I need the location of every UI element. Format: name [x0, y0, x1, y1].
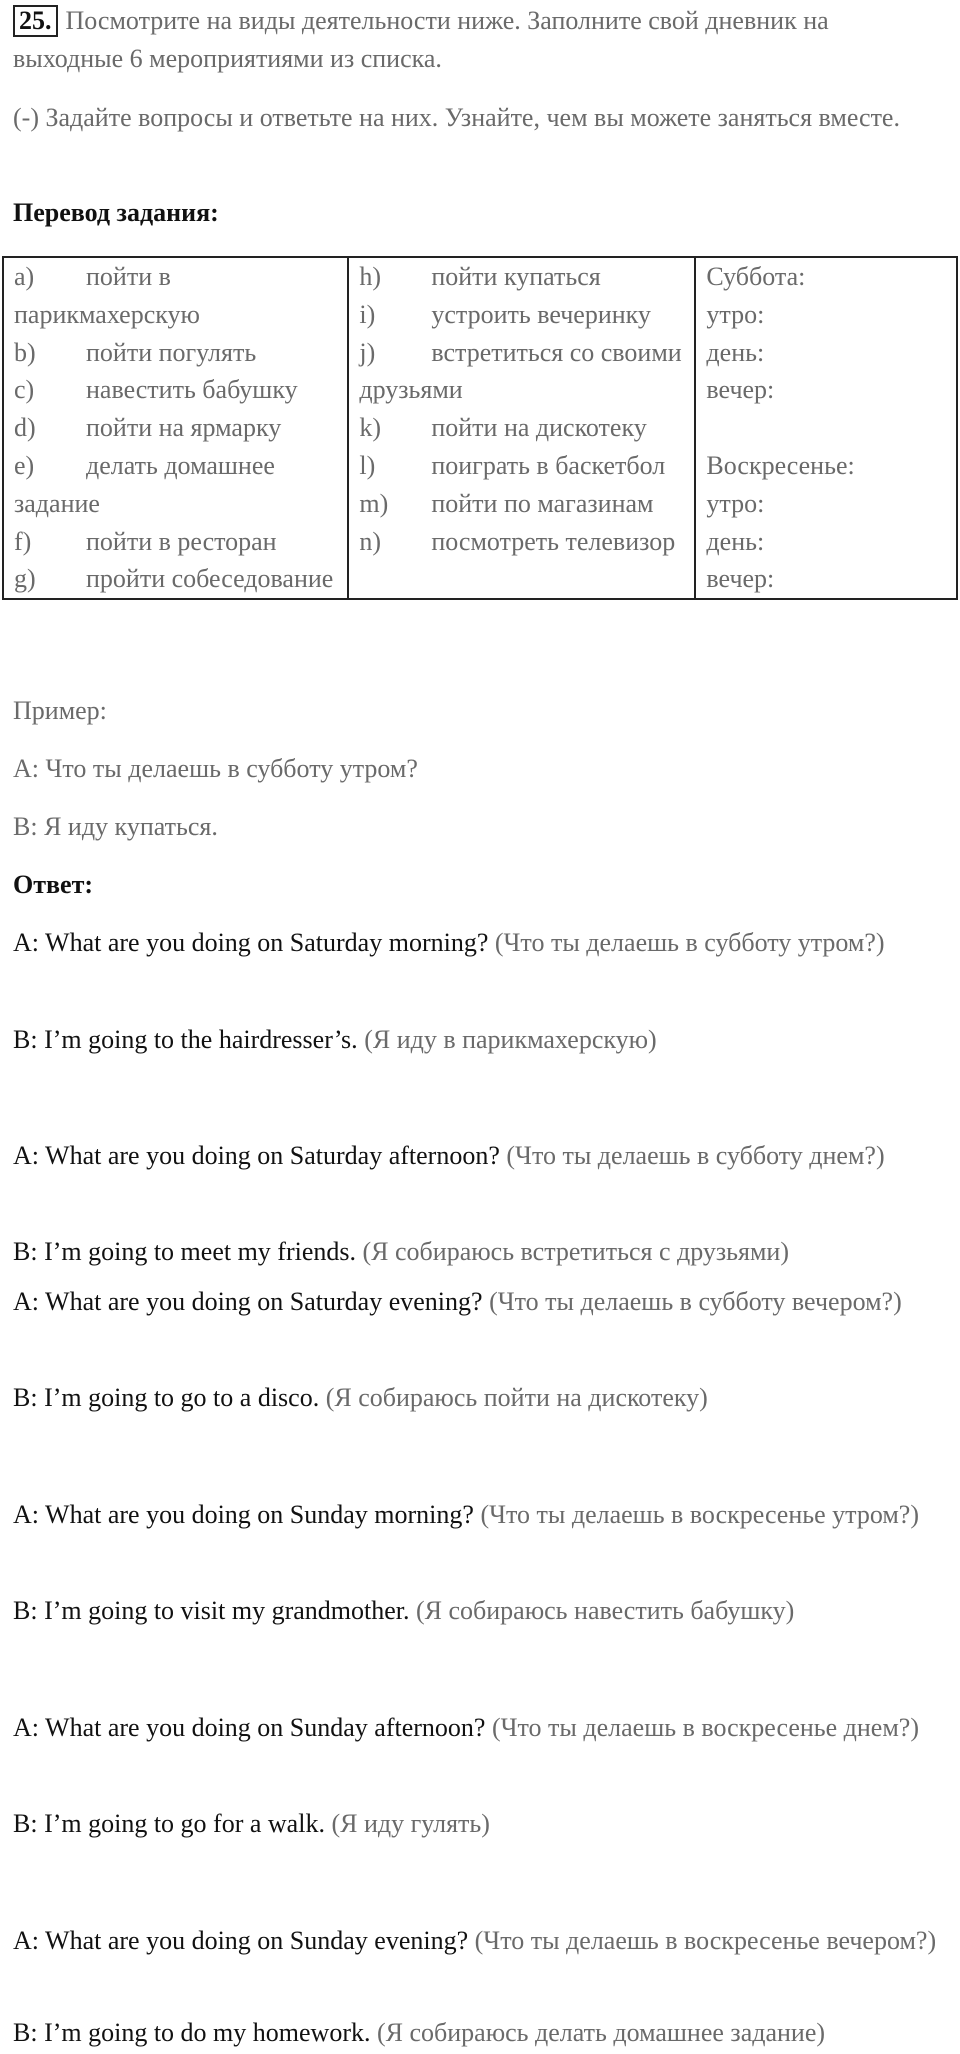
activity-item: [359, 258, 684, 296]
activity-text: устроить вечеринку: [431, 299, 651, 329]
activity-item: [14, 447, 337, 523]
activity-letter: n): [359, 526, 382, 556]
english-answer: B: I’m going to the hairdresser’s.: [13, 1025, 358, 1054]
exercise-subinstruction: [13, 99, 943, 137]
activity-letter: i): [359, 299, 376, 329]
task-table-row: [3, 257, 957, 599]
answer-heading: Ответ:: [13, 870, 94, 899]
dialogue-line-b: [13, 1805, 943, 1843]
dialogue-line-a: [13, 1922, 943, 1960]
diary-day-saturday: Суббота:: [706, 262, 806, 291]
activity-item: [359, 296, 684, 334]
dialogue-line-a: [13, 1709, 943, 1747]
activity-text: пойти погулять: [86, 337, 257, 367]
task-table: [2, 256, 958, 600]
dialogue-line-b: [13, 1233, 943, 1271]
dialogue-line-b: [13, 2014, 943, 2052]
dialogue-line-b: [13, 1021, 943, 1059]
activity-item: [359, 485, 684, 523]
activities-column-2: [348, 257, 695, 599]
example-line-b: B: Я иду купаться.: [13, 812, 218, 841]
activity-letter: e): [14, 450, 35, 480]
english-question: A: What are you doing on Saturday afternoon?: [13, 1141, 500, 1170]
diary-slot-afternoon: день:: [706, 337, 765, 367]
activity-text: посмотреть телевизор: [431, 526, 676, 556]
diary-spacer: [706, 409, 946, 447]
activity-letter: a): [14, 262, 35, 291]
activity-item: [359, 523, 684, 561]
dialogue-line-b: [13, 1379, 943, 1417]
english-answer: B: I’m going to do my homework.: [13, 2018, 371, 2047]
russian-translation: (Я иду в парикмахерскую): [364, 1025, 657, 1054]
english-answer: B: I’m going to go for a walk.: [13, 1809, 325, 1838]
russian-translation: (Что ты делаешь в субботу вечером?): [489, 1287, 902, 1316]
activity-item: [359, 447, 684, 485]
russian-translation: (Я собираюсь встретиться с друзьями): [362, 1237, 789, 1266]
diary-slot-morning: утро:: [706, 488, 765, 518]
english-question: A: What are you doing on Sunday afternoon?: [13, 1713, 486, 1742]
russian-translation: (Что ты делаешь в воскресенье утром?): [480, 1500, 919, 1529]
activity-letter: l): [359, 450, 376, 480]
russian-translation: (Что ты делаешь в субботу утром?): [494, 928, 885, 957]
activity-item: [14, 409, 337, 447]
english-answer: B: I’m going to go to a disco.: [13, 1383, 320, 1412]
activities-column-1: [3, 257, 348, 599]
diary-slot-afternoon: день:: [706, 526, 765, 556]
activity-letter: g): [14, 564, 36, 594]
activity-letter: h): [359, 262, 382, 291]
activity-item: [359, 409, 684, 447]
activity-letter: f): [14, 526, 32, 556]
activity-item: [14, 334, 337, 372]
english-answer: B: I’m going to meet my friends.: [13, 1237, 357, 1266]
example-line-a: A: Что ты делаешь в субботу утром?: [13, 754, 418, 783]
activity-text: поиграть в баскетбол: [431, 450, 666, 480]
instruction-text: Посмотрите на виды деятельности ниже. Заполните свой дневник на выходные 6 мероприятиями из списка.: [13, 6, 829, 73]
english-answer: B: I’m going to visit my grandmother.: [13, 1596, 410, 1625]
diary-slot-evening: вечер:: [706, 375, 775, 405]
activity-item: [14, 258, 337, 334]
activity-text: пойти на дискотеку: [431, 413, 647, 443]
russian-translation: (Что ты делаешь в воскресенье днем?): [491, 1713, 920, 1742]
activity-text: пойти купаться: [431, 262, 601, 291]
russian-translation: (Что ты делаешь в воскресенье вечером?): [474, 1926, 937, 1955]
activity-text: пойти по магазинам: [431, 488, 654, 518]
activity-text: пойти на ярмарку: [86, 413, 282, 443]
activity-text: пойти в ресторан: [86, 526, 277, 556]
diary-slot-morning: утро:: [706, 299, 765, 329]
russian-translation: (Я собираюсь навестить бабушку): [415, 1596, 795, 1625]
dialogue-line-a: [13, 1283, 943, 1321]
english-question: A: What are you doing on Saturday morning?: [13, 928, 489, 957]
activity-letter: j): [359, 337, 376, 367]
activity-letter: b): [14, 337, 36, 367]
diary-column: [695, 257, 957, 599]
dialogue-line-a: [13, 1496, 943, 1534]
activity-item: [359, 334, 684, 410]
activity-text: делать домашнее задание: [14, 450, 275, 518]
activity-letter: c): [14, 375, 35, 405]
dialogue-line-b: [13, 1592, 943, 1630]
activity-item: [14, 523, 337, 561]
exercise-number: 25.: [13, 5, 58, 37]
activity-letter: m): [359, 488, 389, 518]
activity-text: навестить бабушку: [86, 375, 298, 405]
russian-translation: (Я собираюсь делать домашнее задание): [376, 2018, 826, 2047]
russian-translation: (Я собираюсь пойти на дискотеку): [325, 1383, 708, 1412]
activity-item: [14, 560, 337, 598]
activity-letter: d): [14, 413, 36, 443]
english-question: A: What are you doing on Sunday morning?: [13, 1500, 474, 1529]
activity-text: встретиться со своими друзьями: [359, 337, 682, 405]
russian-translation: (Что ты делаешь в субботу днем?): [506, 1141, 885, 1170]
diary-day-sunday: Воскресенье:: [706, 450, 855, 480]
activity-item: [14, 371, 337, 409]
translation-heading: Перевод задания:: [13, 198, 219, 227]
dialogue-line-a: [13, 1137, 943, 1175]
subinstruction-text: (-) Задайте вопросы и ответьте на них. Узнайте, чем вы можете заняться вместе.: [13, 103, 900, 132]
diary-slot-evening: вечер:: [706, 564, 775, 594]
english-question: A: What are you doing on Saturday evening?: [13, 1287, 483, 1316]
activity-letter: k): [359, 413, 382, 443]
activity-text: пойти в парикмахерскую: [14, 262, 200, 329]
english-question: A: What are you doing on Sunday evening?: [13, 1926, 469, 1955]
activity-text: пройти собеседование: [86, 564, 334, 594]
dialogue-line-a: [13, 924, 943, 962]
russian-translation: (Я иду гулять): [331, 1809, 490, 1838]
example-label: Пример:: [13, 696, 107, 725]
exercise-instruction: [13, 2, 943, 78]
exercise-instruction-block: [13, 2, 943, 78]
